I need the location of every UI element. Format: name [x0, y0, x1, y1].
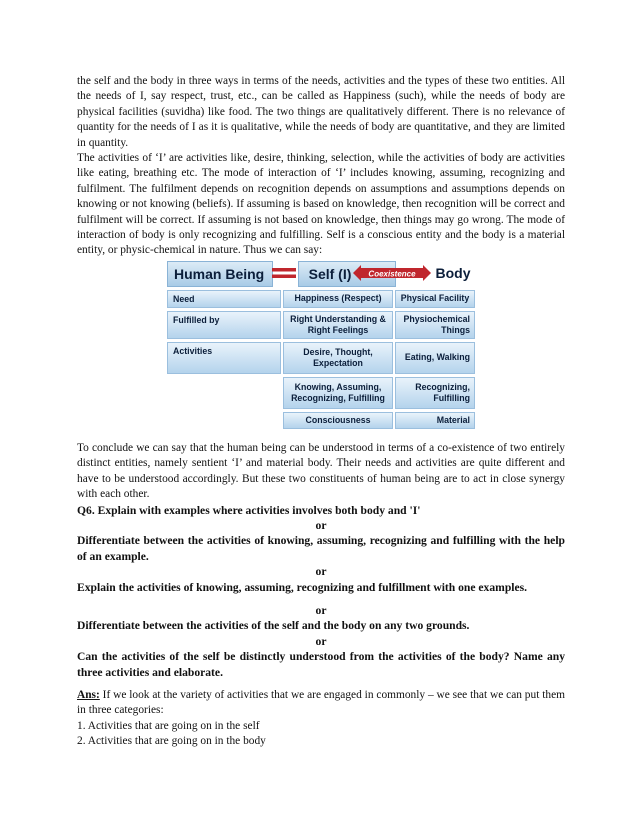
or-separator: or [315, 634, 327, 648]
answer-label: Ans: [77, 688, 100, 701]
or-separator: or [315, 518, 327, 532]
question-differentiate-knowing: Differentiate between the activities of knowing, assuming, recognizing and fulfilling with the help of an example. [77, 534, 565, 563]
answer-paragraph [77, 688, 565, 719]
diagram-modes-body: Recognizing, Fulfilling [395, 377, 475, 409]
list-item: 2. Activities that are going on in the body [77, 735, 266, 748]
diagram-fulfilled-self: Right Understanding & Right Feelings [283, 311, 393, 339]
diagram-activities-self: Desire, Thought, Expectation [283, 342, 393, 374]
question-explain-knowing: Explain the activities of knowing, assuming, recognizing and fulfillment with one examples. [77, 580, 528, 594]
diagram-activities-body: Eating, Walking [395, 342, 475, 374]
diagram-need-self: Happiness (Respect) [283, 290, 393, 308]
diagram-self-label: Self (I) [308, 265, 352, 282]
diagram-nature-self: Consciousness [283, 412, 393, 429]
diagram-coexistence-label: Coexistence [368, 269, 416, 279]
diagram-row-activities-label: Activities [167, 342, 281, 374]
diagram-row-need-label: Need [167, 290, 281, 308]
paragraph-needs: the self and the body in three ways in terms of the needs, activities and the types of these two entities. All the needs of I, say respect, trust, etc., can be called as Happiness (such), while the needs of body are physical facilities (suvidha) like food. The two things are qualitatively different. There is no relevance of quantity for the needs of I as it is qualitative, while the needs of body are quantitative, and they are limited in quantity. [77, 75, 565, 149]
diagram-fulfilled-body: Physiochemical Things [395, 311, 475, 339]
diagram-need-body: Physical Facility [395, 290, 475, 308]
coexistence-arrow-icon [353, 265, 431, 281]
human-being-diagram [167, 261, 475, 439]
document-page [77, 74, 565, 750]
paragraph-conclusion: To conclude we can say that the human being can be understood in terms of a co-existence of two entirely distinct entities, namely sentient ‘I’ and material body. Their needs and activities are quite different and have to be understood accordingly. But these two constituents of human being are to act in close synergy with each other. [77, 441, 565, 501]
diagram-body-header: Body [435, 264, 471, 281]
question-distinctly-understood: Can the activities of the self be distinctly understood from the activities of the body? Name any three activities and elaborate. [77, 650, 565, 679]
question-differentiate-self-body: Differentiate between the activities of the self and the body on any two grounds. [77, 619, 470, 633]
diagram-modes-self: Knowing, Assuming, Recognizing, Fulfilling [283, 377, 393, 409]
paragraph-activities: The activities of ‘I’ are activities like, desire, thinking, selection, while the activities of body are activities like eating, breathing etc. The mode of interaction of ‘I’ includes knowing, assuming, recognizing and fulfilment. The fulfilment depends on recognition depends on assumptions and assumptions depends on knowing or not knowing (beliefs). If assuming is based on knowledge, then recognition will be correct and fulfilment will be correct. If assuming is not based on knowledge, then things may go wrong. The mode of interaction of body is only recognizing and fulfilling. Self is a conscious entity and the body is a material entity, or physic-chemical in nature. Thus we can say: [77, 152, 565, 257]
category-list [77, 719, 565, 750]
answer-text: If we look at the variety of activities that we are engaged in commonly – we see that we can put them in three categories: [77, 688, 565, 717]
or-separator: or [315, 565, 327, 579]
question-q6: Q6. Explain with examples where activities involves both body and 'I' [77, 503, 421, 517]
equals-arrow-icon [272, 268, 296, 278]
diagram-nature-body: Material [395, 412, 475, 429]
or-separator: or [315, 603, 327, 617]
diagram-row-fulfilled-label: Fulfilled by [167, 311, 281, 339]
diagram-human-being-header: Human Being [167, 261, 273, 287]
list-item: 1. Activities that are going on in the self [77, 719, 260, 732]
